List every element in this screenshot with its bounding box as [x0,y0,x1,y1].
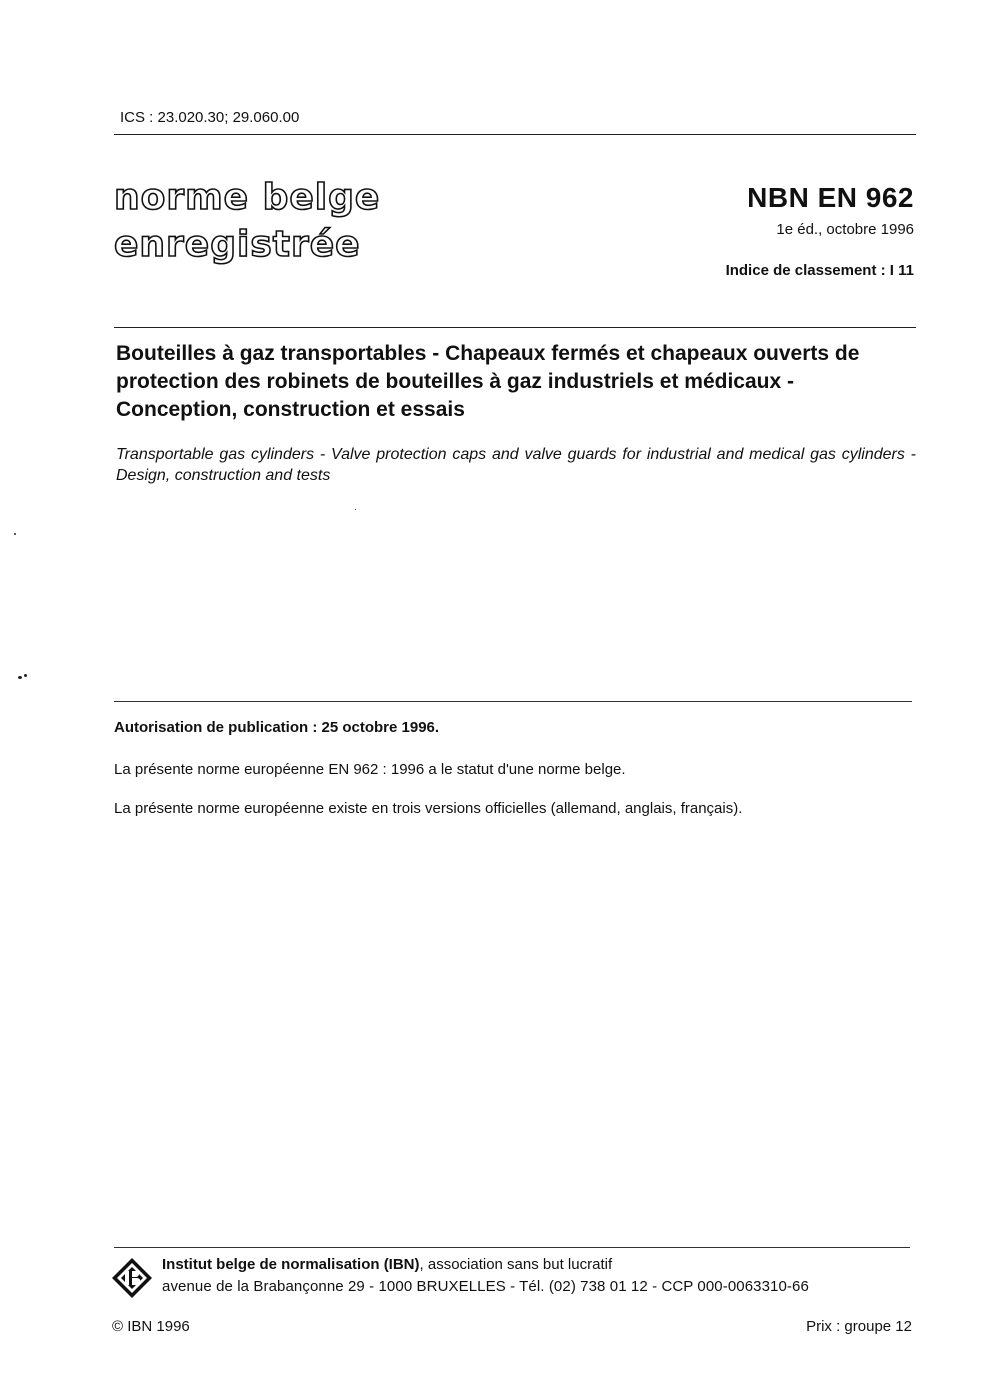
classification-index: Indice de classement : I 11 [725,262,914,279]
scan-speck [355,509,356,510]
institute-address: avenue de la Brabançonne 29 - 1000 BRUXELLES - Tél. (02) 738 01 12 - CCP 000-0063310-66 [162,1278,809,1295]
institute-line [162,1256,612,1273]
status-statement: La présente norme européenne EN 962 : 1996 a le statut d'une norme belge. [114,761,626,778]
copyright: © IBN 1996 [112,1318,190,1335]
price-group: Prix : groupe 12 [806,1318,912,1335]
ibn-logo-icon [110,1256,154,1300]
brand-title-line1: norme belge [114,177,381,218]
body-divider [114,701,912,702]
scan-speck [14,533,16,535]
scan-speck [18,676,22,679]
publication-authorization: Autorisation de publication : 25 octobre 1996. [114,719,440,736]
footer-divider [114,1247,910,1248]
scan-speck [24,674,27,677]
institute-name: Institut belge de normalisation (IBN) [162,1256,420,1273]
ics-code: ICS : 23.020.30; 29.060.00 [120,109,300,126]
institute-description: , association sans but lucratif [419,1256,613,1273]
header-divider [114,134,916,135]
title-french: Bouteilles à gaz transportables - Chapeaux fermés et chapeaux ouverts de protection des robinets de bouteilles à gaz industriels et médicaux - Conception, construction et essais [116,342,860,421]
standard-number: NBN EN 962 [747,182,914,213]
brand-title-line2: enregistrée [114,224,361,265]
title-english: Transportable gas cylinders - Valve protection caps and valve guards for industrial and medical gas cylinders - Design, construction and tests [116,446,916,484]
title-divider [114,327,916,328]
edition-info: 1e éd., octobre 1996 [776,221,914,238]
versions-statement: La présente norme européenne existe en trois versions officielles (allemand, anglais, français). [114,800,743,817]
